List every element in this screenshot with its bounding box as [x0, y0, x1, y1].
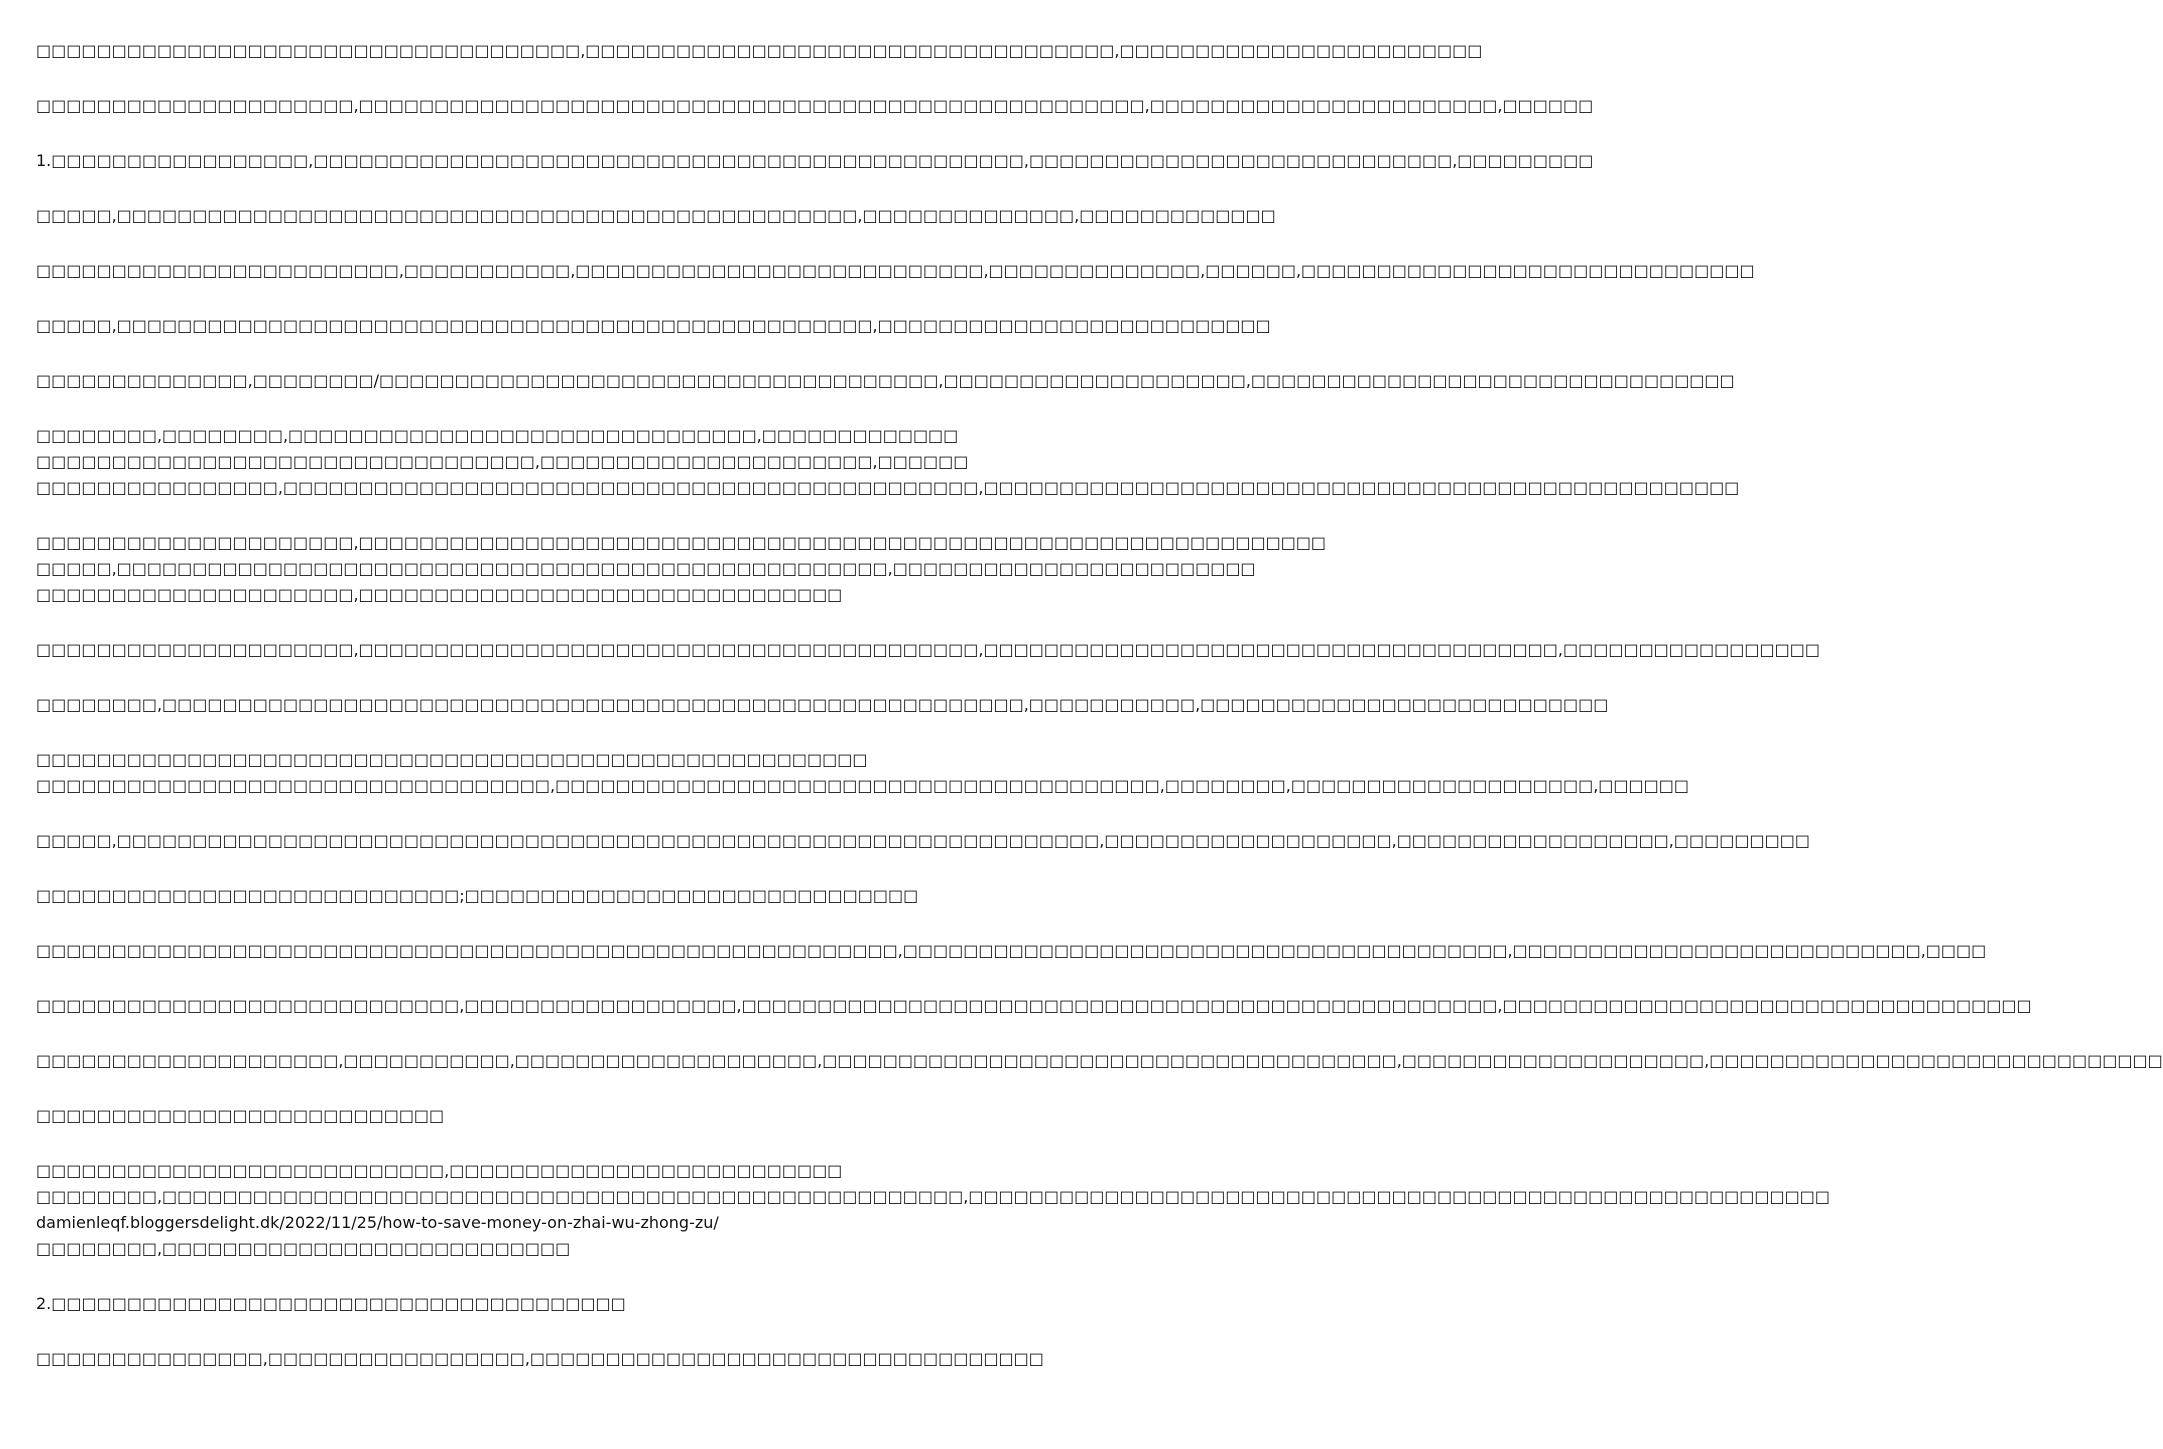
paragraph	[36, 1048, 2163, 1074]
text-line: □□□□□□□□□□□□□□□□□□□□□□□□□□□	[36, 1106, 445, 1125]
paragraph	[36, 747, 1689, 799]
text-line: □□□□□□□□□□□□□□□□□□□□□□□□□□□□□□□□□□□□□□□□□□□□□□□□□□□□□□□□□,□□□□□□□□□□□□□□□□□□□□□□□□□□□□□□□□□□□□□□□□,□□□□□□□□□□□□□□□□□□□□□□□□□□□,□□□□	[36, 941, 1987, 960]
text-line: □□□□□□□□,□□□□□□□□,□□□□□□□□□□□□□□□□□□□□□□□□□□□□□□□,□□□□□□□□□□□□□	[36, 426, 959, 445]
paragraph	[36, 993, 2032, 1019]
paragraph	[36, 148, 1594, 174]
paragraph	[36, 313, 1271, 339]
paragraph	[36, 530, 1327, 608]
text-line: □□□□□□□□,□□□□□□□□□□□□□□□□□□□□□□□□□□□□□□□□□□□□□□□□□□□□□□□□□□□□□□□□□,□□□□□□□□□□□,□□□□□□□□□□□□□□□□□□□□□□□□□□□	[36, 695, 1609, 714]
text-line: □□□□□□□□□□□□□□□□□□□□□□□□□□□□□□□□□□□□,□□□□□□□□□□□□□□□□□□□□□□□□□□□□□□□□□□□,□□□□□□□□□□□□□□□□□□□□□□□□	[36, 41, 1483, 60]
paragraph	[36, 258, 1755, 284]
paragraph	[36, 828, 1810, 854]
text-line: □□□□□□□□□□□□□□□□□□□□,□□□□□□□□□□□,□□□□□□□□□□□□□□□□□□□□,□□□□□□□□□□□□□□□□□□□□□□□□□□□□□□□□□□□□□□,□□□□□□□□□□□□□□□□□□□□,□□□□□□□□□□□□□□□□□□□□□□□□□□□□□□	[36, 1051, 2163, 1070]
text-line: □□□□□,□□□□□□□□□□□□□□□□□□□□□□□□□□□□□□□□□□□□□□□□□□□□□□□□□,□□□□□□□□□□□□□□,□□□□□□□□□□□□□	[36, 206, 1276, 225]
text-line: □□□□□□□□□□□□□□□□□□□□□□□□□□□□□□□□□□□□□□□□□□□□□□□□□□□□□□□	[36, 750, 868, 769]
text-line: □□□□□□□□□□□□□□□□□□□□□,□□□□□□□□□□□□□□□□□□□□□□□□□□□□□□□□□□□□□□□□□□□□□□□□□□□□□□□□□□□□□□□□	[36, 533, 1327, 552]
paragraph	[36, 692, 1609, 718]
text-line: 1.□□□□□□□□□□□□□□□□□,□□□□□□□□□□□□□□□□□□□□□□□□□□□□□□□□□□□□□□□□□□□□□□□,□□□□□□□□□□□□□□□□□□□□□□□□□□□□,□□□□□□□□□	[36, 151, 1594, 170]
text-line: 2.□□□□□□□□□□□□□□□□□□□□□□□□□□□□□□□□□□□□□□	[36, 1294, 626, 1313]
text-line: damienleqf.bloggersdelight.dk/2022/11/25/how-to-save-money-on-zhai-wu-zhong-zu/	[36, 1213, 719, 1232]
text-line: □□□□□□□□□□□□□□□□□□□□□□□□□□□□;□□□□□□□□□□□□□□□□□□□□□□□□□□□□□□	[36, 886, 919, 905]
paragraph	[36, 1291, 990, 1317]
text-line: □□□□□□□□□□□□□□□□□□□□□,□□□□□□□□□□□□□□□□□□□□□□□□□□□□□□□□□□□□□□□□□□□□□□□□□□□□,□□□□□□□□□□□□□□□□□□□□□□□,□□□□□□	[36, 96, 1594, 115]
text-line: □□□□□□□□□□□□□□□,□□□□□□□□□□□□□□□□□,□□□□□□□□□□□□□□□□□□□□□□□□□□□□□□□□□□	[36, 1349, 1044, 1368]
paragraph	[36, 637, 1820, 663]
paragraph	[36, 1103, 990, 1129]
text-line: □□□□□□□□,□□□□□□□□□□□□□□□□□□□□□□□□□□□	[36, 1239, 571, 1258]
paragraph	[36, 38, 1483, 64]
text-line: □□□□□□□□□□□□□□,□□□□□□□□/□□□□□□□□□□□□□□□□□□□□□□□□□□□□□□□□□□□□□,□□□□□□□□□□□□□□□□□□□□,□□□□□□□□□□□□□□□□□□□□□□□□□□□□□□□□	[36, 371, 1735, 390]
text-line: □□□□□□□□□□□□□□□□□□□□□□□□□□□□□□□□□□,□□□□□□□□□□□□□□□□□□□□□□□□□□□□□□□□□□□□□□□□,□□□□□□□□,□□□□□□□□□□□□□□□□□□□□,□□□□□□	[36, 776, 1689, 795]
text-line: □□□□□□□□□□□□□□□□□□□□□□□□□□□,□□□□□□□□□□□□□□□□□□□□□□□□□□	[36, 1161, 843, 1180]
paragraph	[36, 423, 1740, 501]
paragraph	[36, 883, 990, 909]
text-line: □□□□□□□□□□□□□□□□□□□□□,□□□□□□□□□□□□□□□□□□□□□□□□□□□□□□□□	[36, 585, 843, 604]
text-line: □□□□□,□□□□□□□□□□□□□□□□□□□□□□□□□□□□□□□□□□□□□□□□□□□□□□□□□□,□□□□□□□□□□□□□□□□□□□□□□□□□□	[36, 316, 1271, 335]
text-line: □□□□□□□□□□□□□□□□□□□□□□□□,□□□□□□□□□□□,□□□□□□□□□□□□□□□□□□□□□□□□□□□,□□□□□□□□□□□□□□,□□□□□□,□□□□□□□□□□□□□□□□□□□□□□□□□□□□□□	[36, 261, 1755, 280]
text-line: □□□□□□□□□□□□□□□□□□□□□□□□□□□□□□□□□,□□□□□□□□□□□□□□□□□□□□□□,□□□□□□	[36, 452, 969, 471]
text-line: □□□□□□□□□□□□□□□□□□□□□□□□□□□□,□□□□□□□□□□□□□□□□□□,□□□□□□□□□□□□□□□□□□□□□□□□□□□□□□□□□□□□□□□□□□□□□□□□□□,□□□□□□□□□□□□□□□□□□□□□□□□□□□□□□□□□□□	[36, 996, 2032, 1015]
paragraph	[36, 368, 1735, 394]
text-line: □□□□□□□□,□□□□□□□□□□□□□□□□□□□□□□□□□□□□□□□□□□□□□□□□□□□□□□□□□□□□□,□□□□□□□□□□□□□□□□□□□□□□□□□□□□□□□□□□□□□□□□□□□□□□□□□□□□□□□□□	[36, 1187, 1830, 1206]
paragraph	[36, 203, 1276, 229]
paragraph	[36, 1158, 1830, 1262]
text-line: □□□□□□□□□□□□□□□□□□□□□,□□□□□□□□□□□□□□□□□□□□□□□□□□□□□□□□□□□□□□□□□,□□□□□□□□□□□□□□□□□□□□□□□□□□□□□□□□□□□□□□,□□□□□□□□□□□□□□□□□	[36, 640, 1820, 659]
paragraph	[36, 1346, 1044, 1372]
text-line: □□□□□,□□□□□□□□□□□□□□□□□□□□□□□□□□□□□□□□□□□□□□□□□□□□□□□□□□□,□□□□□□□□□□□□□□□□□□□□□□□□	[36, 559, 1256, 578]
text-line: □□□□□□□□□□□□□□□□,□□□□□□□□□□□□□□□□□□□□□□□□□□□□□□□□□□□□□□□□□□□□□□,□□□□□□□□□□□□□□□□□□□□□□□□□□□□□□□□□□□□□□□□□□□□□□□□□□	[36, 478, 1740, 497]
paragraph	[36, 938, 1987, 964]
text-line: □□□□□,□□□□□□□□□□□□□□□□□□□□□□□□□□□□□□□□□□□□□□□□□□□□□□□□□□□□□□□□□□□□□□□□□,□□□□□□□□□□□□□□□□□□□,□□□□□□□□□□□□□□□□□□,□□□□□□□□□	[36, 831, 1810, 850]
paragraph	[36, 93, 1594, 119]
document-body	[36, 38, 2163, 1401]
